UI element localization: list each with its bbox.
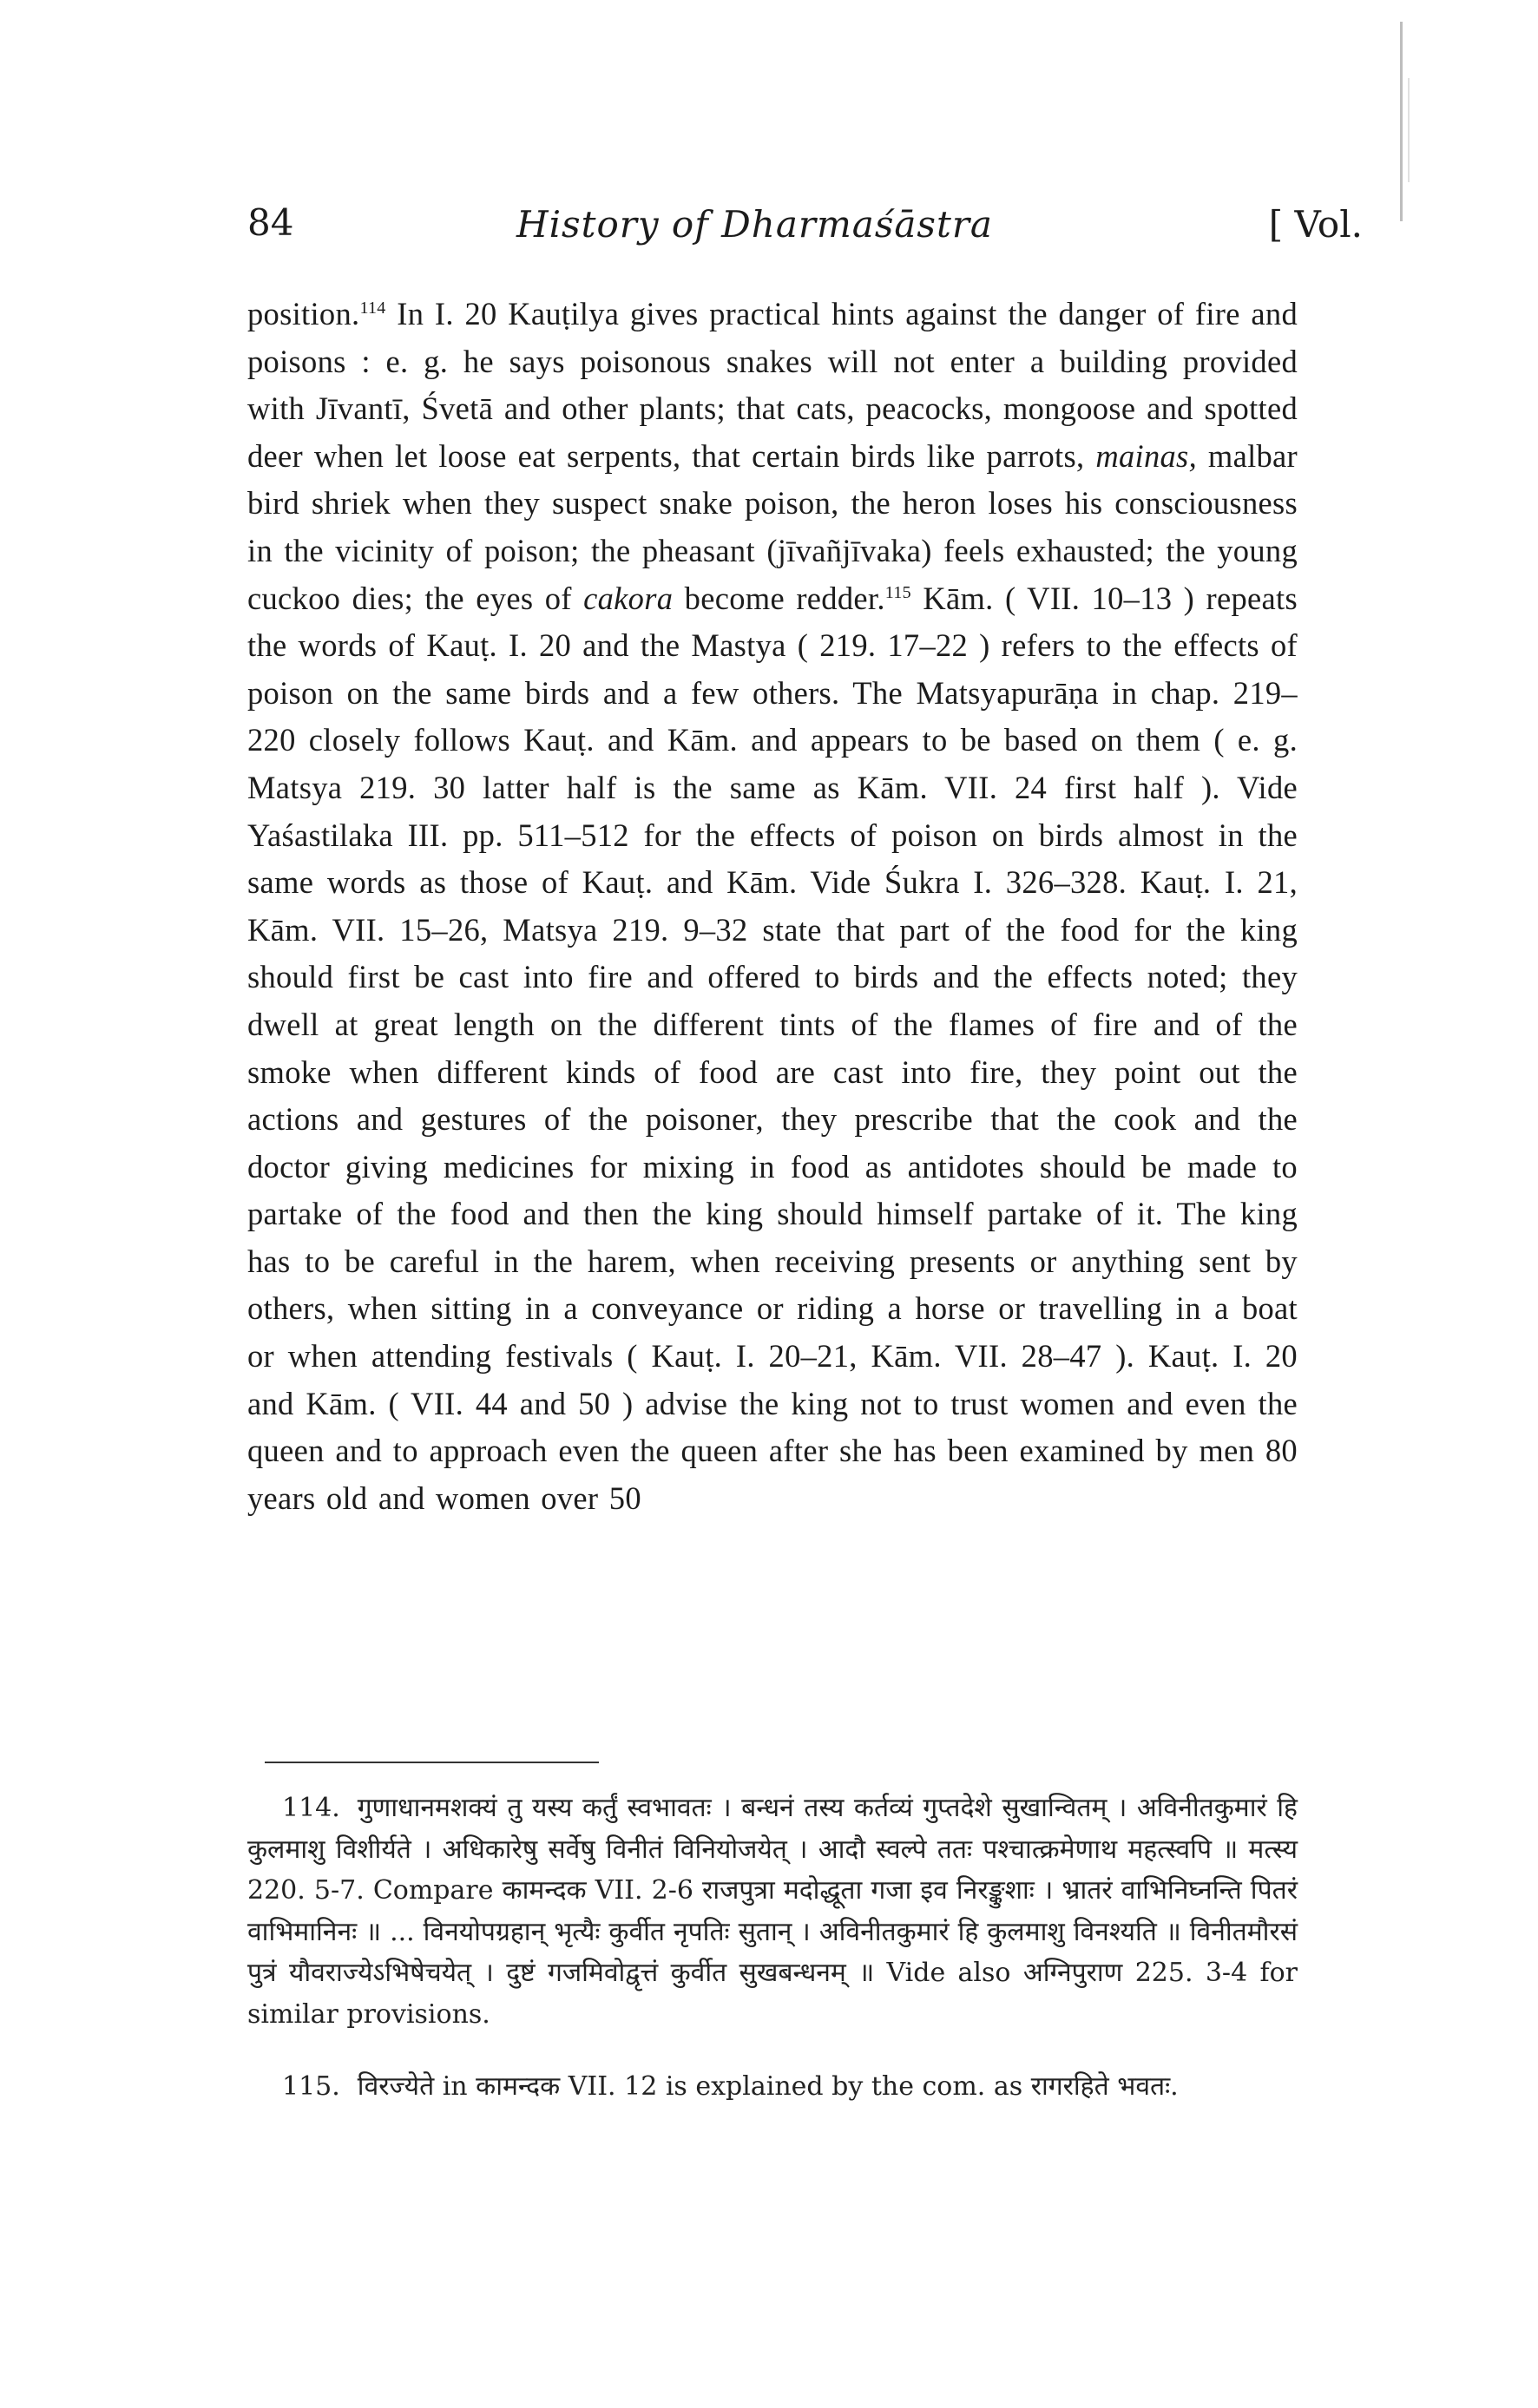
running-head (247, 201, 1363, 253)
main-text (247, 291, 1298, 1522)
body-paragraph (247, 291, 1298, 1522)
italic-term: cakora (583, 580, 674, 616)
body-text-run: position. (247, 296, 360, 331)
footnote-ref: 115 (884, 582, 911, 602)
footnotes-block (247, 1788, 1298, 2108)
footnote-text: गुणाधानमशक्यं तु यस्य कर्तुं स्वभावतः । बन्धनं तस्य कर्तव्यं गुप्तदेशे सुखान्वितम् । अविनीतकुमारं हि कुलमाशु विशीर्यते । अधिकारेषु सर्वेषु विनीतं विनियोजयेत् । आदौ स्वल्पे ततः पश्चात्क्रमेणाथ महत्स्वपि ॥ मत्स्य 220. 5-7. Compare कामन्दक VII. 2-6 राजपुत्रा मदोद्धूता गजा इव निरङ्कुशाः । भ्रातरं वाभिनिघ्नन्ति पितरं वाभिमानिनः ॥ ... विनयोपग्रहान् भृत्यैः कुर्वीत नृपतिः सुतान् । अविनीतकुमारं हि कुलमाशु विनश्यति ॥ विनीतमौरसं पुत्रं यौवराज्येऽभिषेचयेत् । दुष्टं गजमिवोद्वृत्तं कुर्वीत सुखबन्धनम् ॥ Vide also अग्निपुराण 225. 3-4 for similar provisions. (247, 1793, 1298, 2030)
body-text-run: become redder. (673, 580, 885, 616)
footnote-number: 115. (282, 2071, 340, 2102)
footnote-115 (247, 2066, 1298, 2108)
running-title: History of Dharmaśāstra (516, 203, 993, 246)
page-number: 84 (247, 201, 294, 244)
footnote-114 (247, 1788, 1298, 2035)
scan-edge-line (1400, 22, 1403, 221)
volume-mark: [ Vol. (1268, 203, 1363, 246)
footnote-number: 114. (282, 1793, 340, 1823)
body-text-run: In I. 20 Kauṭilya gives practical hints against the danger of fire and poisons : e. g. he says poisonous snakes will not enter a building provided with Jīvantī, Śvetā and other plants; that cats, peacocks, mongoose and spotted deer when let loose eat serpents, that certain birds like parrots, (247, 296, 1298, 474)
body-text-run: Kām. ( VII. 10–13 ) repeats the words of Kauṭ. I. 20 and the Mastya ( 219. 17–22 ) refers to the effects of poison on the same birds and a few others. The Matsyapurāṇa in chap. 219–220 closely follows Kauṭ. and Kām. and appears to be based on them ( e. g. Matsya 219. 30 latter half is the same as Kām. VII. 24 first half ). Vide Yaśastilaka III. pp. 511–512 for the effects of poison on birds almost in the same words as those of Kauṭ. and Kām. Vide Śukra I. 326–328. Kauṭ. I. 21, Kām. VII. 15–26, Matsya 219. 9–32 state that part of the food for the king should first be cast into fire and offered to birds and the effects noted; they dwell at great length on the different tints of the flames of fire and of the smoke when different kinds of food are cast into fire, they point out the actions and gestures of the poisoner, they prescribe that the cook and the doctor giving medicines for mixing in food as antidotes should be made to partake of the food and then the king should himself partake of it. The king has to be careful in the harem, when receiving presents or anything sent by others, when sitting in a conveyance or riding a horse or travelling in a boat or when attending festivals ( Kauṭ. I. 20–21, Kām. VII. 28–47 ). Kauṭ. I. 20 and Kām. ( VII. 44 and 50 ) advise the king not to trust women and even the queen and to approach even the queen after she has been examined by men 80 years old and women over 50 (247, 580, 1298, 1516)
footnote-text: विरज्येते in कामन्दक VII. 12 is explained by the com. as रागरहिते भवतः. (357, 2071, 1179, 2102)
italic-term: mainas, (1095, 437, 1197, 474)
footnote-rule (265, 1762, 599, 1763)
body-text-run: malbar bird shriek when they suspect snake poison, the heron loses his consciousness in the vicinity of poison; the pheasant (jīvañjīvaka) feels exhausted; the young cuckoo dies; the eyes of (247, 437, 1298, 616)
footnote-ref: 114 (359, 298, 386, 318)
scan-edge-line-faint (1408, 78, 1410, 182)
